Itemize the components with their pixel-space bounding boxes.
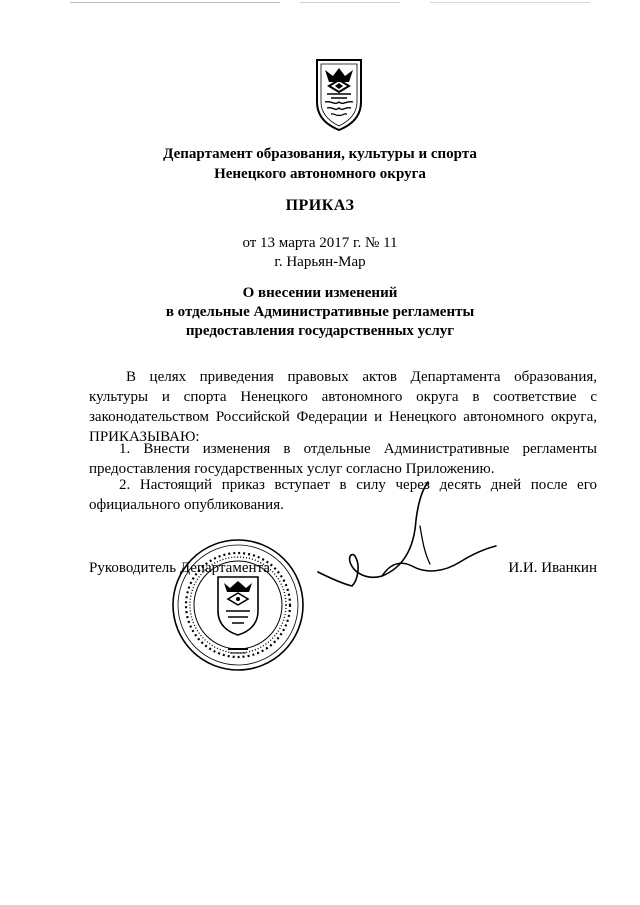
text-line: предоставления государственных услуг согласно Приложению. [89,461,495,477]
department-name-line2: Ненецкого автономного округа [214,166,426,182]
scan-artifact-line [70,2,280,3]
order-date-number: от 13 марта 2017 г. № 11 [242,235,398,251]
text-line: 2. Настоящий приказ вступает в силу через десять дней после его [119,477,597,493]
text-line: ПРИКАЗЫВАЮ: [89,429,200,445]
handwritten-signature-icon [310,480,500,590]
signatory-position: Руководитель Департамента [89,560,270,576]
subject-line1: О внесении изменений [242,285,398,301]
text-line: 1. Внести изменения в отдельные Административные регламенты [119,441,597,457]
text-line: В целях приведения правовых актов Департамента образования, [126,369,597,385]
signatory-name: И.И. Иванкин [508,560,597,576]
text-line: официального опубликования. [89,497,284,513]
order-city: г. Нарьян-Мар [274,254,366,270]
text-line: законодательством Российской Федерации и Ненецкого автономного округа, [89,409,597,425]
text-line: культуры и спорта Ненецкого автономного округа в соответствие с [89,389,597,405]
body-paragraph-item1 [89,439,597,479]
scan-artifact-line [430,2,590,3]
nenets-coat-of-arms-icon [311,56,367,132]
body-paragraph-preamble [89,367,597,447]
scan-artifact-line [300,2,400,3]
department-name-line1: Департамент образования, культуры и спорта [163,146,477,162]
document-type-title: ПРИКАЗ [285,197,355,214]
subject-line2: в отдельные Административные регламенты [165,304,475,320]
subject-line3: предоставления государственных услуг [185,323,455,339]
official-seal-icon [170,537,306,673]
